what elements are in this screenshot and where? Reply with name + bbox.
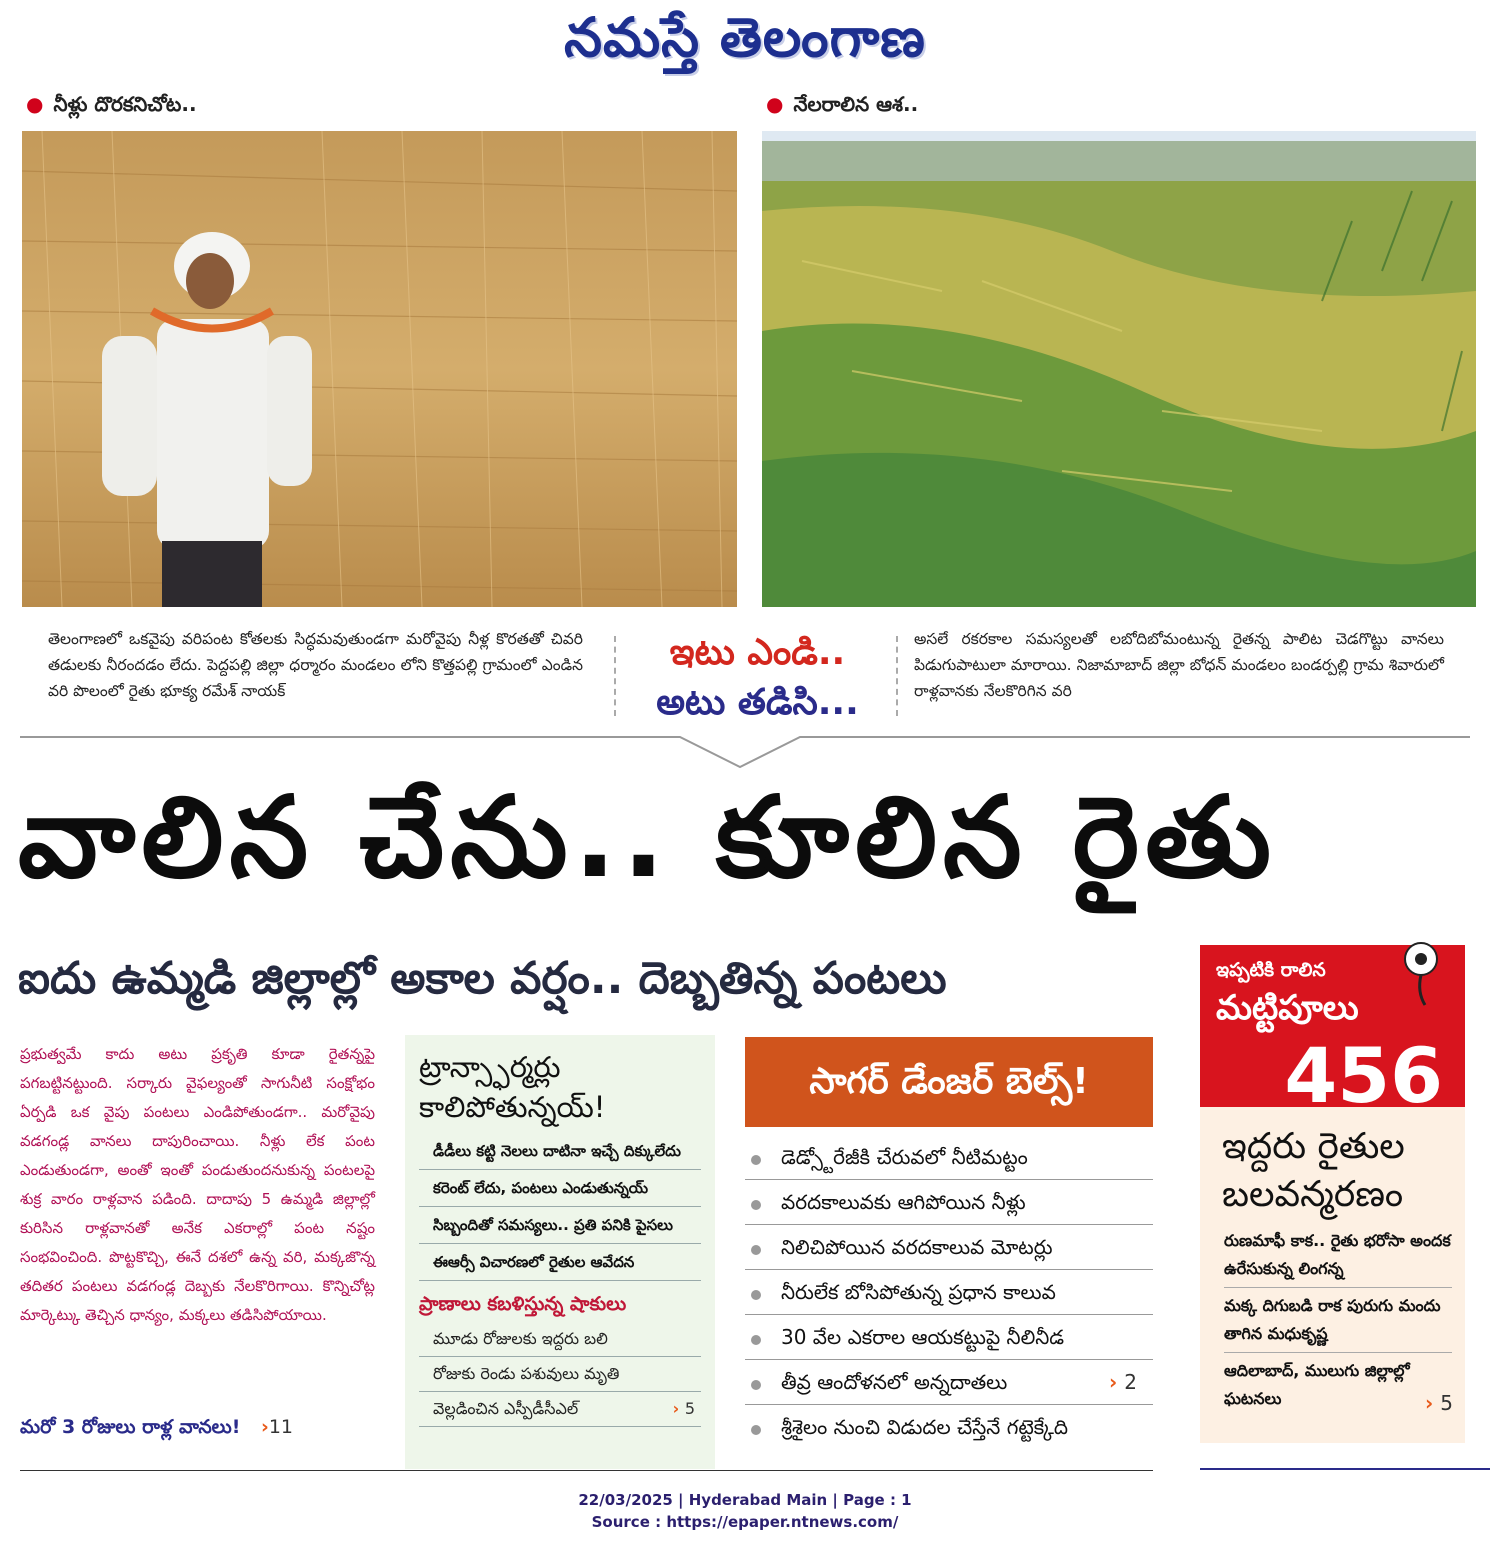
footer-source-link[interactable]: Source : https://epaper.ntnews.com/: [591, 1513, 899, 1531]
bullet-item: శ్రీశైలం నుంచి విడుదల చేస్తేనే గట్టెక్కేది: [745, 1405, 1153, 1449]
bullet-item: నీరులేక బోసిపోతున్న ప్రధాన కాలువ: [745, 1270, 1153, 1315]
page-number: 11: [268, 1416, 294, 1438]
more-rain-link[interactable]: [20, 1416, 380, 1443]
bullet-item: డెడ్స్టోరేజీకి చేరువలో నీటిమట్టం: [745, 1135, 1153, 1180]
bullet-item: నిలిచిపోయిన వరదకాలువ మోటర్లు: [745, 1225, 1153, 1270]
list-item: [419, 1392, 701, 1427]
page-number: 5: [684, 1399, 695, 1418]
sagar-title[interactable]: సాగర్ డేంజర్ బెల్స్!: [745, 1037, 1153, 1127]
chevron-right-icon: ›: [1425, 1391, 1434, 1415]
left-photo-caption: తెలంగాణలో ఒకవైపు వరిపంట కోతలకు సిద్ధమవుతుండగా మరోవైపు నీళ్ల కొరతతో చివరి తడులకు నీరందడం లేదు. పెద్దపల్లి జిల్లా ధర్మారం మండలం లోని కొత్తపల్లి గ్రామంలో ఎండిన వరి పొలంలో రైతు భూక్య రమేశ్ నాయక్: [48, 630, 583, 700]
list-item: మక్క దిగుబడి రాక పురుగు మందు తాగిన మధుకృష్ణ: [1224, 1288, 1452, 1353]
right-photo-caption: అసలే రకరకాల సమస్యలతో లబోదిబోమంటున్న రైతన్న పాలిట చెడగొట్టు వానలు పిడుగుపాటులా మారాయి. నిజామాబాద్ జిల్లా బోధన్ మండలం బండర్పల్లి గ్రామ శివారులో రాళ్లవానకు నేలకొరిగిన వరి: [914, 630, 1444, 700]
page-ref[interactable]: [1425, 1391, 1453, 1415]
footer-date-line: 22/03/2025 | Hyderabad Main | Page : 1: [578, 1491, 912, 1509]
center-tag-line2: అటు తడిసి...: [656, 682, 859, 723]
left-photo-label-text: నీళ్లు దొరకనిచోట..: [53, 92, 197, 116]
suicide-count: 456: [1284, 1031, 1443, 1120]
bullet-item: వరదకాలువకు ఆగిపోయిన నీళ్లు: [745, 1180, 1153, 1225]
sub-headline[interactable]: ఐదు ఉమ్మడి జిల్లాల్లో అకాల వర్షం.. దెబ్బతిన్న పంటలు: [18, 953, 947, 1004]
transformer-title: ట్రాన్స్ఫార్మర్లు కాలిపోతున్నయ్!: [419, 1050, 606, 1124]
more-rain-label: మరో 3 రోజులు రాళ్ల వానలు!: [20, 1416, 241, 1438]
bottom-rule: [20, 1470, 1153, 1471]
page-ref: [261, 1416, 293, 1438]
sagar-bullets: [745, 1135, 1153, 1449]
chevron-right-icon: ›: [261, 1416, 269, 1438]
list-item: ఈఆర్సీ విచారణలో రైతుల ఆవేదన: [419, 1244, 701, 1281]
list-item: డీడీలు కట్టి నెలలు దాటినా ఇచ్చే దిక్కులేదు: [419, 1133, 701, 1170]
flattened-paddy-photo[interactable]: [762, 131, 1476, 607]
dry-field-photo[interactable]: [22, 131, 737, 607]
lead-story-text: ప్రభుత్వమే కాదు అటు ప్రకృతి కూడా రైతన్నపై పగబట్టినట్టుంది. సర్కారు వైఫల్యంతో సాగునీటి సంక్షోభం ఏర్పడి ఒక వైపు పంటలు ఎండిపోతుండగా.. మరోవైపు వడగండ్ల వానలు దాపురించాయి. నీళ్లు లేక పంట ఎండుతుండగా, అంతో ఇంతో పండుతుందనుకున్న పంటలపై శుక్ర వారం రాళ్లవాన పడింది. దాదాపు 5 ఉమ్మడి జిల్లాల్లో కురిసిన రాళ్లవానతో అనేక ఎకరాల్లో పంట నష్టం సంభవించింది. పొట్టకొచ్చి, ఈనే దశలో ఉన్న వరి, మక్కజొన్న తదితర పంటలు వడగండ్ల దెబ్బకు నేలకొరిగాయి. కొన్నిచోట్ల మార్కెట్కు తెచ్చిన ధాన్యం, మక్కలు తడిసిపోయాయి.: [20, 1045, 375, 1324]
chevron-right-icon: ›: [1109, 1370, 1118, 1394]
masthead-logo[interactable]: నమస్తే తెలంగాణ: [564, 6, 926, 69]
list-item: కరెంట్ లేదు, పంటలు ఎండుతున్నయ్: [419, 1170, 701, 1207]
list-item-text: ఆదిలాబాద్, ములుగు జిల్లాల్లో ఘటనలు: [1224, 1361, 1410, 1408]
caption-divider: [614, 636, 618, 716]
count-label-line2: మట్టిపూలు: [1216, 988, 1359, 1028]
list-item: రోజుకు రెండు పశువులు మృతి: [419, 1357, 701, 1392]
bottom-rule: [1200, 1468, 1490, 1470]
bullet-item-text: తీవ్ర ఆందోళనలో అన్నదాతలు: [781, 1370, 1008, 1394]
chevron-right-icon: ›: [672, 1399, 680, 1418]
caption-divider: [896, 636, 900, 716]
page-ref[interactable]: [673, 1394, 695, 1424]
bullet-icon: ●: [766, 92, 784, 116]
page-number: 5: [1440, 1391, 1453, 1415]
left-photo-label: [26, 92, 197, 121]
wilted-flower-icon: [1391, 937, 1451, 1011]
page-ref[interactable]: [1109, 1366, 1137, 1398]
right-photo-label-text: నేలరాలిన ఆశ..: [793, 92, 919, 116]
suicide-count-box: [1200, 945, 1465, 1120]
list-item: [1224, 1353, 1424, 1417]
suicides-title: ఇద్దరు రైతుల బలవన్మరణం: [1222, 1126, 1405, 1215]
bullet-icon: ●: [26, 92, 44, 116]
list-item: మూడు రోజులకు ఇద్దరు బలి: [419, 1322, 701, 1357]
shocks-subtitle: ప్రాణాలు కబళిస్తున్న షాకులు: [419, 1293, 627, 1315]
photo-center-tag: [630, 628, 885, 728]
list-item-text: వెల్లడించిన ఎస్పీడీసీఎల్: [433, 1399, 579, 1418]
page-number: 2: [1124, 1370, 1137, 1394]
transformer-story-box[interactable]: [405, 1035, 715, 1469]
count-label-line1: ఇప్పటికి రాలిన: [1216, 959, 1326, 981]
bullet-item: [745, 1360, 1153, 1405]
bullet-item: 30 వేల ఎకరాల ఆయకట్టుపై నీలినీడ: [745, 1315, 1153, 1360]
list-item: సిబ్బందితో సమస్యలు.. ప్రతి పనికి పైసలు: [419, 1207, 701, 1244]
right-photo-label: [766, 92, 918, 121]
center-tag-line1: ఇటు ఎండి..: [669, 632, 846, 673]
main-headline[interactable]: వాలిన చేను.. కూలిన రైతు: [18, 773, 1277, 903]
list-item: రుణమాఫీ కాక.. రైతు భరోసా అందక ఉరేసుకున్న లింగన్న: [1224, 1223, 1452, 1288]
